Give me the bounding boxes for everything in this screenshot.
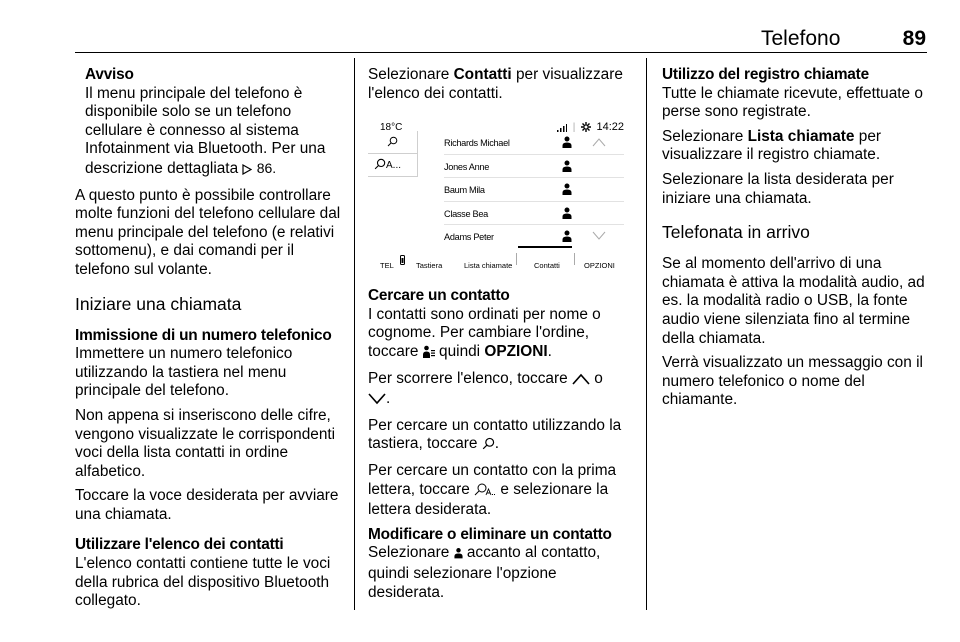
page-number: 89 xyxy=(902,27,926,50)
paragraph-sort-order xyxy=(368,306,634,364)
list-item[interactable] xyxy=(444,225,624,249)
text-select: Selezionare xyxy=(368,544,454,562)
contact-name: Jones Anne xyxy=(444,161,490,172)
text-view-log: per visualizzare il registro chiamate. xyxy=(662,127,882,164)
bold-lista-chiamate: Lista chiamate xyxy=(747,127,855,145)
bold-contatti: Contatti xyxy=(453,66,512,83)
text-first-letter: Per cercare un contatto con la prima lettera, toccare xyxy=(368,461,617,498)
page-header-title: Telefono xyxy=(761,27,841,50)
screen-letter-label: A... xyxy=(386,160,402,172)
person-icon[interactable] xyxy=(562,160,572,172)
tab-tel[interactable]: TEL xyxy=(380,261,394,271)
infotainment-screen xyxy=(368,115,632,271)
chevron-down-icon xyxy=(368,392,386,411)
text-period: . xyxy=(494,435,500,453)
bold-opzioni: OPZIONI xyxy=(484,342,548,360)
contact-name: Baum Mila xyxy=(444,185,485,196)
paragraph-contacts: L'elenco contatti contiene tutte le voci della rubrica del dispositivo Bluetooth collegato. xyxy=(75,555,331,610)
contact-name: Adams Peter xyxy=(444,232,494,243)
paragraph-tap-entry: Toccare la voce desiderata per avviare una chiamata. xyxy=(75,487,339,523)
note-text xyxy=(85,85,343,181)
section-heading-incoming-call: Telefonata in arrivo xyxy=(662,222,810,243)
person-icon[interactable] xyxy=(562,230,572,242)
search-icon xyxy=(374,158,386,170)
person-icon xyxy=(454,546,463,565)
tab-opzioni[interactable]: OPZIONI xyxy=(584,261,615,271)
screen-bottom-bar xyxy=(368,251,632,271)
subheading-search-contact: Cercare un contatto xyxy=(368,287,510,305)
paragraph-select-contacts xyxy=(368,66,634,103)
section-heading-start-call: Iniziare una chiamata xyxy=(75,293,242,314)
header-rule xyxy=(75,52,927,53)
active-tab-indicator xyxy=(518,246,572,248)
paragraph-select-call-list xyxy=(662,128,928,165)
text-view-list: per visualizzare l'elenco dei contatti. xyxy=(368,66,623,102)
subheading-contacts: Utilizzare l'elenco dei contatti xyxy=(75,536,284,554)
text-period: . xyxy=(386,390,391,408)
sort-contacts-icon xyxy=(423,345,435,364)
chevron-up-icon[interactable] xyxy=(592,137,606,147)
text-select: Selezionare xyxy=(662,127,748,145)
text-select: Selezionare xyxy=(368,66,454,83)
list-item[interactable] xyxy=(444,178,624,202)
contact-name: Richards Michael xyxy=(444,138,510,149)
subheading-enter-number: Immissione di un numero telefonico xyxy=(75,326,332,344)
text-then: quindi xyxy=(434,342,485,360)
text-scroll: Per scorrere l'elenco, toccare xyxy=(368,369,572,387)
screen-contact-list xyxy=(444,131,624,249)
column-divider-2 xyxy=(646,58,647,610)
screen-left-panel xyxy=(368,131,418,177)
triangle-ref-icon xyxy=(242,162,252,181)
phone-icon xyxy=(400,255,405,265)
text-or: o xyxy=(589,369,603,387)
paragraph-calls-recorded: Tutte le chiamate ricevute, effettuate o perse sono registrate. xyxy=(662,84,923,121)
list-item[interactable] xyxy=(444,155,624,179)
list-item[interactable] xyxy=(444,131,624,155)
screen-time: 14:22 xyxy=(596,121,624,134)
note-body: Il menu principale del telefono è disponibile solo se un telefono cellulare è connesso al sistema Infotainment via Bluetooth. Per una descrizione dettagliata xyxy=(85,84,326,177)
contact-name: Classe Bea xyxy=(444,208,488,219)
paragraph-edit-contact xyxy=(368,544,634,602)
note-box xyxy=(75,66,343,181)
paragraph-digits: Non appena si inseriscono delle cifre, vengono visualizzate le corrispondenti voci della lista contatti in ordine alfabetico. xyxy=(75,406,336,480)
subheading-call-log: Utilizzo del registro chiamate xyxy=(662,66,869,83)
column-1 xyxy=(75,66,343,617)
paragraph-select-list: Selezionare la lista desiderata per iniziare una chiamata. xyxy=(662,170,894,207)
subheading-edit-contact: Modificare o eliminare un contatto xyxy=(368,525,612,543)
paragraph-enter-number: Immettere un numero telefonico utilizzando la tastiera nel menu principale del telefono. xyxy=(75,345,293,400)
text-keyboard: Per cercare un contatto utilizzando la tastiera, toccare xyxy=(368,416,622,453)
person-icon[interactable] xyxy=(562,136,572,148)
note-ref-page: 86. xyxy=(256,159,277,176)
screen-status-bar: | 14:22 xyxy=(557,118,624,140)
letter-search-icon xyxy=(474,483,496,502)
screen-letter-search-button[interactable] xyxy=(368,154,417,177)
search-icon xyxy=(482,437,495,456)
column-3 xyxy=(662,66,928,416)
text-period: . xyxy=(547,342,552,360)
text-select-letter: e selezionare la lettera desiderata. xyxy=(368,480,609,519)
text-next-to-contact: accanto al contatto, quindi selezionare l'opzione desiderata. xyxy=(368,544,601,601)
tab-separator xyxy=(574,253,575,265)
paragraph-letter-search xyxy=(368,462,634,520)
text-sorted: I contatti sono ordinati per nome o cognome. Per cambiare l'ordine, toccare xyxy=(368,305,601,360)
paragraph-intro: A questo punto è possibile controllare molte funzioni del telefono cellulare dal menu principale del telefono (e relativi sottomenu), e dai comandi per il telefono sul volante. xyxy=(75,186,341,278)
list-item[interactable] xyxy=(444,202,624,226)
column-2 xyxy=(368,66,634,608)
column-divider-1 xyxy=(354,58,355,610)
tab-lista-chiamate[interactable]: Lista chiamate xyxy=(464,261,513,271)
paragraph-audio-muted: Se al momento dell'arrivo di una chiamata è attiva la modalità audio, ad es. la modalità radio o USB, la fonte audio viene silenziata fino al termine della chiamata. xyxy=(662,255,925,347)
paragraph-caller-message: Verrà visualizzato un messaggio con il numero telefonico o nome del chiamante. xyxy=(662,354,923,409)
paragraph-scroll xyxy=(368,370,634,411)
chevron-up-icon xyxy=(572,372,590,391)
search-icon xyxy=(387,136,398,147)
tab-separator xyxy=(516,253,517,265)
screen-temperature: 18°C xyxy=(380,122,403,134)
person-icon[interactable] xyxy=(562,207,572,219)
screen-search-button[interactable] xyxy=(368,131,417,154)
person-icon[interactable] xyxy=(562,183,572,195)
paragraph-keyboard-search xyxy=(368,417,634,456)
chevron-down-icon[interactable] xyxy=(592,231,606,241)
note-title: Avviso xyxy=(85,66,134,83)
tab-contatti[interactable]: Contatti xyxy=(534,261,560,271)
tab-tastiera[interactable]: Tastiera xyxy=(416,261,443,271)
